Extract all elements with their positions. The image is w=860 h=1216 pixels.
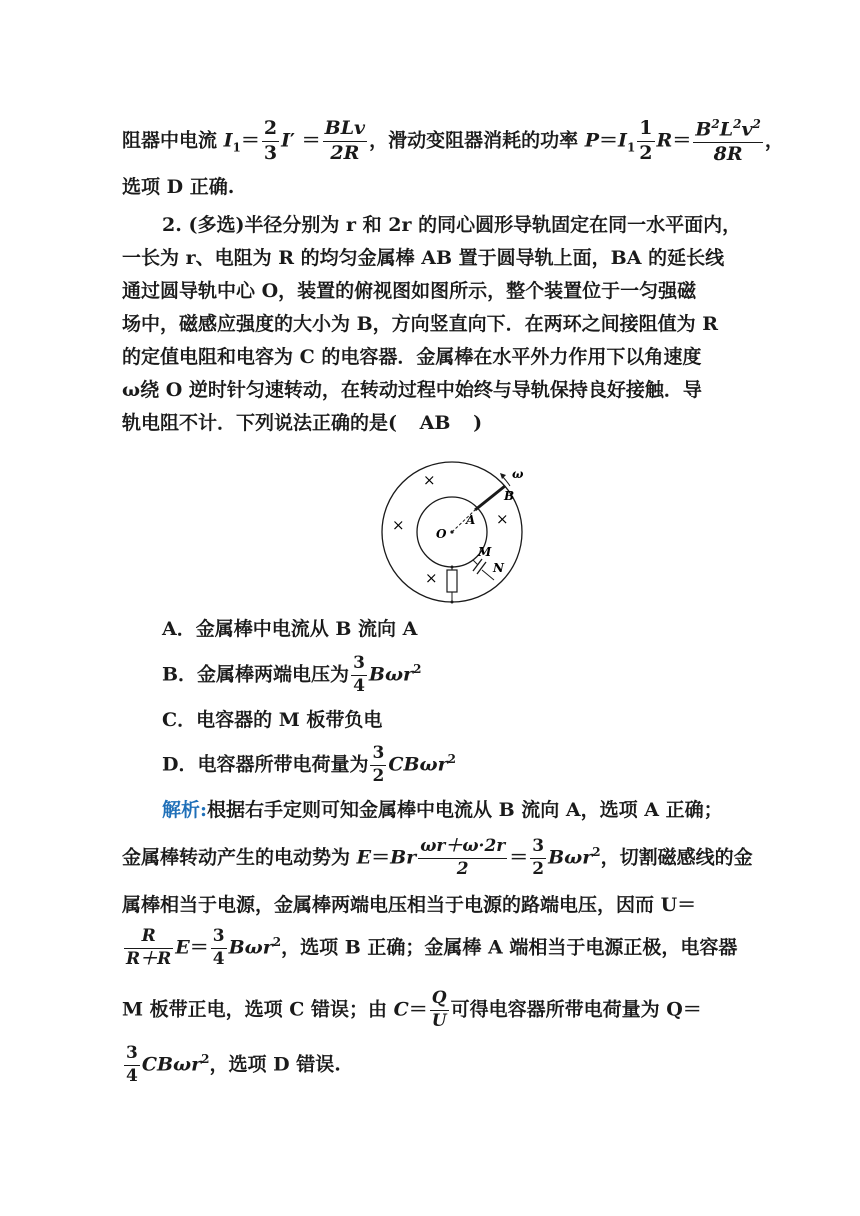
field-cross-1: × [423,471,436,489]
solution-text-2a: 金属棒转动产生的电动势为 [122,846,357,869]
option-d-text: D．电容器所带电荷量为 [162,753,369,776]
q2-line-5: 的定值电阻和电容为 C 的电容器．金属棒在水平外力作用下以角速度 [122,346,702,368]
solution-text-5a: M 板带正电，选项 C 错误；由 [122,998,394,1021]
solution-line-4: $\frac{R}{R+R}$ E＝ $\frac{3}{4}$ Bωr$^2$，选项 B 正确；金属棒 A 端相当于电源正极，电容器 [126,926,738,969]
solution-line-1 [162,801,723,820]
q2-line-4: 场中，磁感应强度的大小为 B，方向竖直向下．在两环之间接阻值为 R [122,313,719,335]
solution-text-6: ，选项 D 错误. [209,1053,341,1076]
label-n: N [493,561,504,575]
frac-3-2: $\frac{3}{2}$ [372,743,385,786]
prev-text-1b: ，滑动变阻器消耗的功率 [369,129,585,152]
frac-r-2r: $\frac{R}{R+R}$ [126,926,172,969]
solution-text-4: ，选项 B 正确；金属棒 A 端相当于电源正极，电容器 [281,936,738,959]
frac-blv-2r: $\frac{\text{BLv}}{2R}$ [324,117,366,165]
frac-2-3: $\frac{2}{3}$ [263,117,278,165]
solution-text-5b: 可得电容器所带电荷量为 Q＝ [450,998,702,1021]
option-c: C．电容器的 M 板带负电 [162,709,383,731]
solution-line-2: 金属棒转动产生的电动势为 E＝Br $\frac{\omega r+\omega\cdot 2r}{2}$ ＝ $\frac{3}{2}$ Bωr$^2$，切割磁感线的金 [122,836,753,879]
q2-answer: AB [419,412,451,434]
ring-figure [372,460,532,605]
q2-line-3: 通过圆导轨中心 O，装置的俯视图如图所示，整个装置位于一匀强磁 [122,280,697,302]
frac-1-2: $\frac{1}{2}$ [639,117,653,165]
option-a: A．金属棒中电流从 B 流向 A [162,618,418,640]
q2-line-7 [122,414,482,433]
solution-line-5: M 板带正电，选项 C 错误；由 C＝ $\frac{Q}{U}$ 可得电容器所带电荷量为 Q＝ [122,988,702,1031]
label-o: O [436,527,447,541]
resistor [447,570,457,592]
frac-b2l2v2-8r: $\frac{B^2L^2v^2}{8R}$ [695,117,761,166]
field-cross-2: × [392,516,405,534]
field-cross-3: × [496,510,509,528]
q2-line-7-close: ) [473,412,483,434]
q2-line-7-text: 轨电阻不计．下列说法正确的是( [122,412,397,434]
q2-line-1: 2. (多选)半径分别为 r 和 2r 的同心圆形导轨固定在同一水平面内， [162,214,742,236]
frac-3-2b: $\frac{3}{2}$ [532,836,545,879]
frac-emf: $\frac{\omega r+\omega\cdot 2r}{2}$ [420,836,506,879]
option-b-text: B．金属棒两端电压为 [162,663,350,686]
frac-q-u: $\frac{Q}{U}$ [431,988,447,1031]
q2-line-2: 一长为 r、电阻为 R 的均匀金属棒 AB 置于圆导轨上面，BA 的延长线 [122,247,725,269]
option-d: D．电容器所带电荷量为 $\frac{3}{2}$ CBωr$^2$ [162,743,456,786]
solution-line-6: $\frac{3}{4}$ CBωr$^2$，选项 D 错误. [126,1043,341,1086]
label-m: M [478,545,492,559]
q2-line-6: ω绕 O 逆时针匀速转动，在转动过程中始终与导轨保持良好接触．导 [122,379,702,401]
center-point [450,530,453,533]
solution-text-1: 根据右手定则可知金属棒中电流从 B 流向 A，选项 A 正确； [207,799,723,821]
field-cross-4: × [425,569,438,587]
frac-3-4c: $\frac{3}{4}$ [126,1043,138,1086]
prev-text-1a: 阻器中电流 [122,129,224,152]
prev-line-1: 阻器中电流 $I_1=$ $\frac{2}{3}$ I′ ＝ $\frac{\text{BLv}}{2R}$ ，滑动变阻器消耗的功率 $P=I_1$ $\frac{1}{2}$ R＝ $\frac{B^2L^2v^2}{8R}$ ， [122,117,784,166]
prev-line-2: 选项 D 正确. [122,176,235,198]
label-omega: ω [512,467,524,481]
frac-3-4b: $\frac{3}{4}$ [212,926,225,969]
solution-line-3: 属棒相当于电源，金属棒两端电压相当于电源的路端电压，因而 U＝ [122,894,697,916]
frac-3-4: $\frac{3}{4}$ [353,653,365,696]
solution-text-2b: ，切割磁感线的金 [600,846,753,869]
metal-rod [475,486,505,510]
label-b: B [504,489,515,503]
label-a: A [466,513,476,527]
solution-tag: 解析: [162,799,208,821]
option-b: B．金属棒两端电压为 $\frac{3}{4}$ Bωr$^2$ [162,653,422,696]
